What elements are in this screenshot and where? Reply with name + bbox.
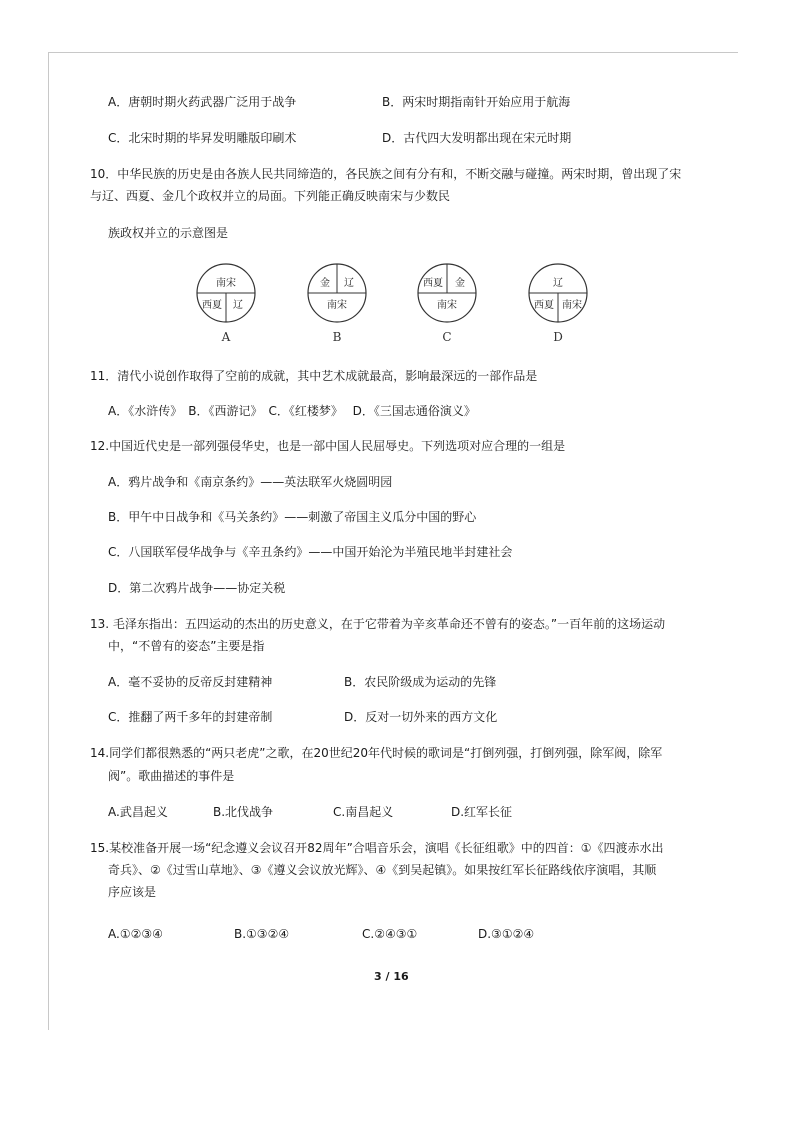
diagram-b-bottom: 南宋 — [327, 300, 347, 311]
q15-option-b: B.①③②④ — [234, 927, 290, 941]
q12-option-c: C．八国联军侵华战争与《辛丑条约》——中国开始沦为半殖民地半封建社会 — [108, 545, 513, 559]
q12-stem: 12.中国近代史是一部列强侵华史，也是一部中国人民屈辱史。下列选项对应合理的一组是 — [90, 439, 566, 453]
q13-option-c: C．推翻了两千多年的封建帝制 — [108, 710, 273, 724]
q11-stem: 11．清代小说创作取得了空前的成就，其中艺术成就最高，影响最深远的一部作品是 — [90, 369, 538, 383]
q14-stem-line1: 14.同学们都很熟悉的“两只老虎”之歌，在20世纪20年代时候的歌词是“打倒列强，打倒列强，除军阀，除军 — [90, 746, 663, 760]
diagram-a-top: 南宋 — [216, 278, 236, 289]
diagram-d-top: 辽 — [553, 278, 563, 289]
q13-option-b: B．农民阶级成为运动的先锋 — [344, 675, 497, 689]
page-border-left — [48, 52, 49, 1030]
q10-diagram-c — [414, 262, 484, 344]
q15-stem-line1: 15.某校准备开展一场“纪念遵义会议召开82周年”合唱音乐会，演唱《长征组歌》中的四首：①《四渡赤水出 — [90, 841, 664, 855]
page-number: 3 / 16 — [374, 970, 409, 983]
q14-option-d: D.红军长征 — [451, 805, 513, 819]
q10-stem-line2: 与辽、西夏、金几个政权并立的局面。下列能正确反映南宋与少数民 — [90, 189, 451, 203]
q10-diagram-a — [193, 262, 263, 344]
q15-stem-line3: 序应该是 — [108, 885, 157, 899]
diagram-c-top-left: 西夏 — [423, 278, 443, 289]
q9-option-d: D．古代四大发明都出现在宋元时期 — [382, 131, 572, 145]
q14-option-c: C.南昌起义 — [333, 805, 394, 819]
diagram-a-bottom-right: 辽 — [233, 300, 243, 311]
q9-option-a: A．唐朝时期火药武器广泛用于战争 — [108, 95, 297, 109]
page-border-top — [48, 52, 738, 53]
diagram-a-label: A — [221, 330, 231, 344]
q14-option-b: B.北伐战争 — [213, 805, 274, 819]
diagram-c-top-right: 金 — [455, 278, 465, 289]
q15-option-a: A.①②③④ — [108, 927, 163, 941]
q13-option-a: A．毫不妥协的反帝反封建精神 — [108, 675, 273, 689]
q12-option-b: B．甲午中日战争和《马关条约》——刺激了帝国主义瓜分中国的野心 — [108, 510, 477, 524]
q14-option-a: A.武昌起义 — [108, 805, 168, 819]
q12-option-d: D．第二次鸦片战争——协定关税 — [108, 581, 286, 595]
q15-stem-line2: 奇兵》、②《过雪山草地》、③《遵义会议放光辉》、④《到吴起镇》。如果按红军长征路线依序演唱，其顺 — [108, 863, 657, 877]
q13-option-d: D．反对一切外来的西方文化 — [344, 710, 498, 724]
diagram-c-label: C — [442, 330, 452, 344]
q15-option-d: D.③①②④ — [478, 927, 535, 941]
q10-diagram-d — [525, 262, 595, 344]
q12-option-a: A．鸦片战争和《南京条约》——英法联军火烧圆明园 — [108, 475, 393, 489]
q11-options: A．《水浒传》 B．《西游记》 C．《红楼梦》 D．《三国志通俗演义》 — [108, 404, 476, 418]
diagram-d-label: D — [553, 330, 563, 344]
diagram-d-bottom-left: 西夏 — [534, 300, 554, 311]
diagram-d-bottom-right: 南宋 — [562, 300, 582, 311]
q10-diagram-b — [304, 262, 374, 344]
q10-stem-line3: 族政权并立的示意图是 — [108, 226, 229, 240]
q9-option-c: C．北宋时期的毕昇发明雕版印刷术 — [108, 131, 297, 145]
diagram-a-bottom-left: 西夏 — [202, 300, 222, 311]
diagram-c-bottom: 南宋 — [437, 300, 457, 311]
diagram-b-top-left: 金 — [320, 278, 330, 289]
q9-option-b: B．两宋时期指南针开始应用于航海 — [382, 95, 571, 109]
q13-stem-line1: 13. 毛泽东指出：五四运动的杰出的历史意义，在于它带着为辛亥革命还不曾有的姿态。”一百年前的这场运动 — [90, 617, 666, 631]
q15-option-c: C.②④③① — [362, 927, 418, 941]
diagram-b-top-right: 辽 — [344, 278, 354, 289]
diagram-b-label: B — [332, 330, 342, 344]
q14-stem-line2: 阀”。歌曲描述的事件是 — [108, 769, 235, 783]
q10-stem-line1: 10．中华民族的历史是由各族人民共同缔造的，各民族之间有分有和，不断交融与碰撞。两宋时期，曾出现了宋 — [90, 167, 682, 181]
q13-stem-line2: 中，“不曾有的姿态”主要是指 — [108, 639, 265, 653]
